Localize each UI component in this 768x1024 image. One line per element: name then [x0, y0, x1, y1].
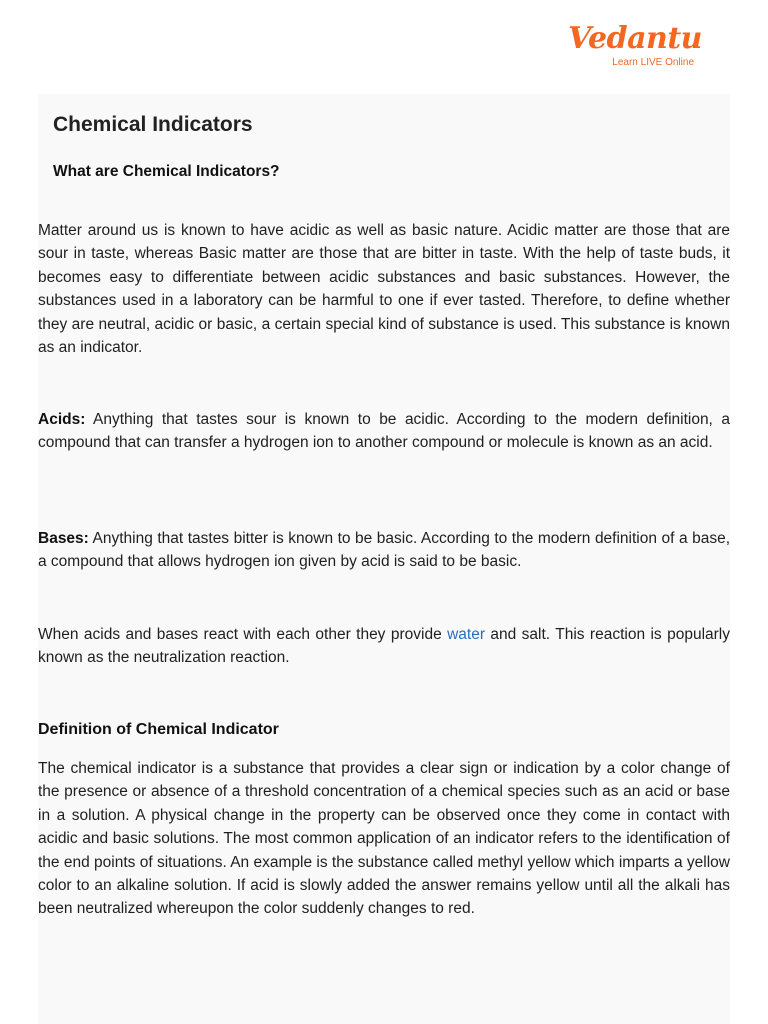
- definition-paragraph: The chemical indicator is a substance that provides a clear sign or indication by a color change of the presence or absence of a threshold concentration of a chemical species such as an acid or base in a solution. A physical change in the property can be observed once they come in contact with acidic and basic solutions. The most common application of an indicator refers to the identification of the end points of situations. An example is the substance called methyl yellow which imparts a yellow color to an alkaline solution. If acid is slowly added the answer remains yellow until all the alkali has been neutralized whereupon the color suddenly changes to red.: [38, 760, 730, 918]
- acids-paragraph: [38, 408, 730, 455]
- water-link[interactable]: water: [447, 626, 485, 643]
- acids-term: Acids:: [38, 411, 86, 428]
- neutralization-paragraph: [38, 623, 730, 670]
- page-title: Chemical Indicators: [53, 113, 253, 136]
- vedantu-logo: [568, 22, 702, 68]
- logo-tagline: Learn LIVE Online: [612, 57, 694, 68]
- neutralization-text-before: When acids and bases react with each other they provide: [38, 626, 448, 643]
- neutralization-text-after: and salt. This reaction is popularly known as the neutralization reaction.: [38, 626, 730, 667]
- page-subtitle: What are Chemical Indicators?: [53, 163, 280, 180]
- acids-text: Anything that tastes sour is known to be acidic. According to the modern definition, a compound that can transfer a hydrogen ion to another compound or molecule is known as an acid.: [38, 411, 730, 452]
- intro-paragraph: Matter around us is known to have acidic as well as basic nature. Acidic matter are those that are sour in taste, whereas Basic matter are those that are bitter in taste. With the help of taste buds, it becomes easy to differentiate between acidic substances and basic substances. However, the substances used in a laboratory can be harmful to one if ever tasted. Therefore, to define whether they are neutral, acidic or basic, a certain special kind of substance is used. This substance is known as an indicator.: [38, 222, 730, 357]
- bases-term: Bases:: [38, 530, 89, 547]
- bases-text: Anything that tastes bitter is known to be basic. According to the modern definition of a base, a compound that allows hydrogen ion given by acid is said to be basic.: [38, 530, 730, 571]
- definition-heading: Definition of Chemical Indicator: [38, 721, 279, 738]
- bases-paragraph: [38, 527, 730, 574]
- logo-wordmark: Vedantu: [567, 21, 702, 56]
